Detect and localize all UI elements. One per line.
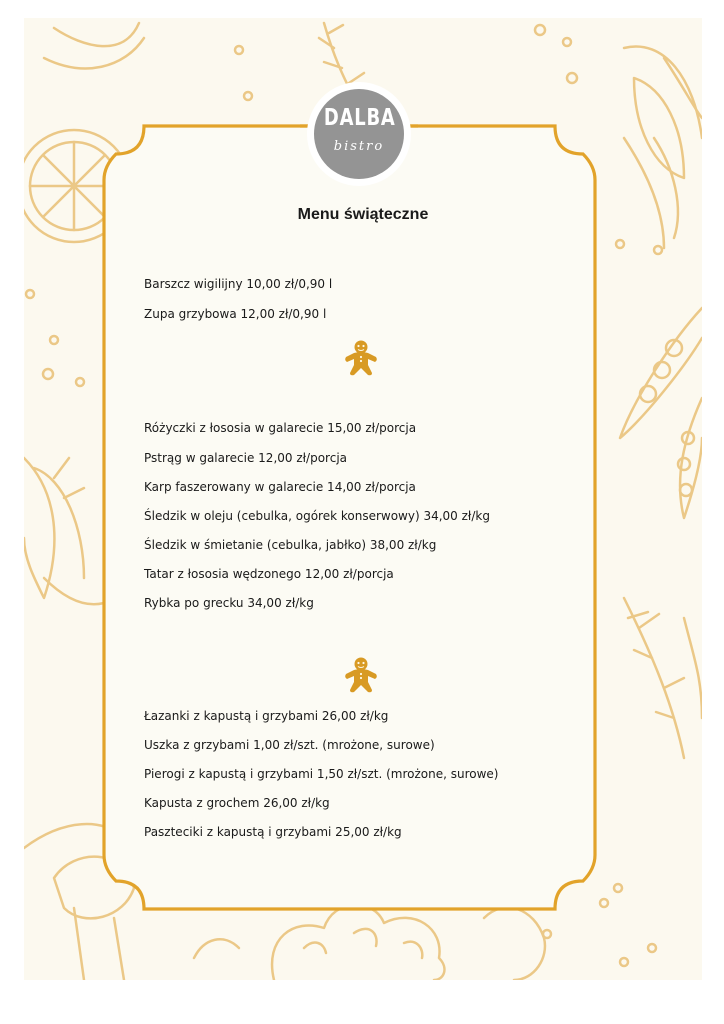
menu-item: Różyczki z łososia w galarecie 15,00 zł/porcja — [144, 421, 417, 435]
menu-item: Karp faszerowany w galarecie 14,00 zł/porcja — [144, 480, 416, 494]
logo-brand-text: DALBA — [323, 105, 396, 131]
menu-item: Kapusta z grochem 26,00 zł/kg — [144, 796, 330, 810]
menu-item: Barszcz wigilijny 10,00 zł/0,90 l — [144, 277, 333, 291]
logo-subtitle-text: bistro — [333, 139, 385, 154]
gingerbread-man-icon — [344, 657, 378, 693]
menu-item: Rybka po grecku 34,00 zł/kg — [144, 596, 314, 610]
dalba-bistro-logo — [307, 82, 411, 186]
menu-item: Paszteciki z kapustą i grzybami 25,00 zł/kg — [144, 825, 402, 839]
menu-item: Pstrąg w galarecie 12,00 zł/porcja — [144, 451, 348, 465]
menu-item: Uszka z grzybami 1,00 zł/szt. (mrożone, surowe) — [144, 738, 435, 752]
menu-item: Pierogi z kapustą i grzybami 1,50 zł/szt. (mrożone, surowe) — [144, 767, 499, 781]
menu-item: Tatar z łososia wędzonego 12,00 zł/porcja — [144, 567, 394, 581]
menu-item: Śledzik w śmietanie (cebulka, jabłko) 38,00 zł/kg — [144, 538, 437, 552]
menu-sheet — [24, 18, 702, 980]
menu-item: Śledzik w oleju (cebulka, ogórek konserwowy) 34,00 zł/kg — [144, 509, 490, 523]
gingerbread-man-icon — [344, 340, 378, 376]
menu-item: Łazanki z kapustą i grzybami 26,00 zł/kg — [144, 709, 389, 723]
logo-badge — [314, 89, 404, 179]
menu-item: Zupa grzybowa 12,00 zł/0,90 l — [144, 307, 327, 321]
menu-title: Menu świąteczne — [297, 206, 429, 223]
